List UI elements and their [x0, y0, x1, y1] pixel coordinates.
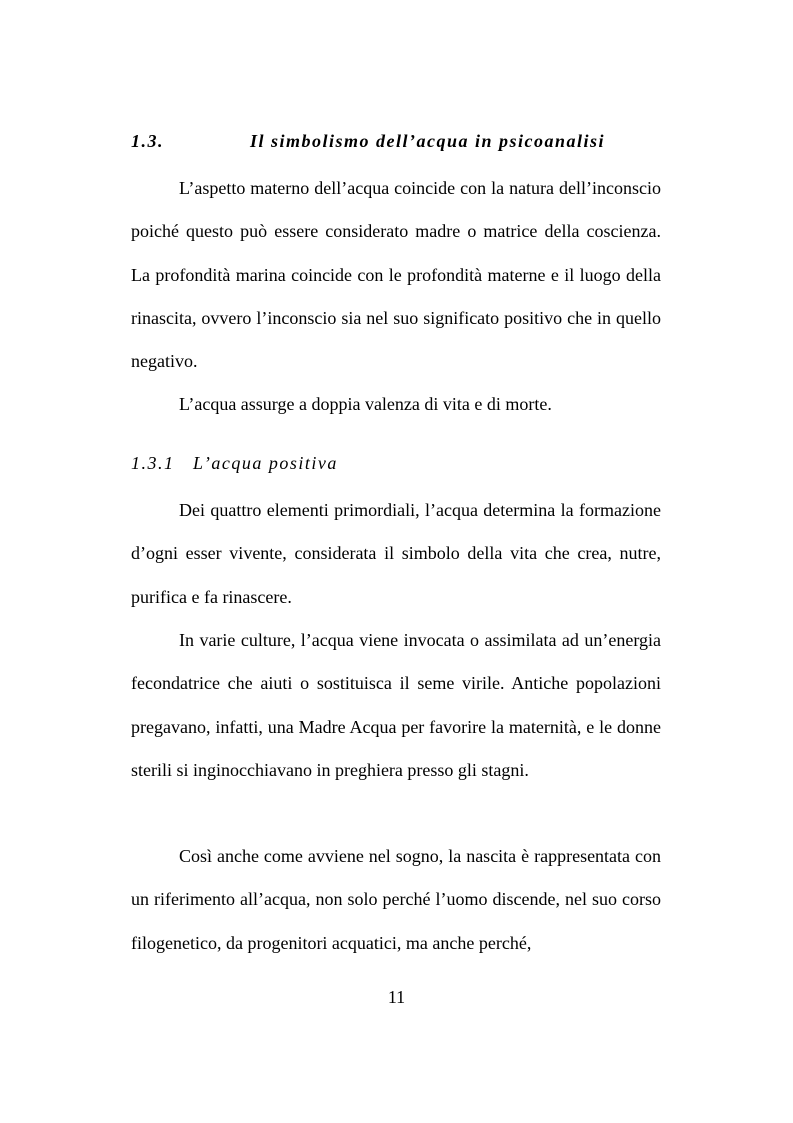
subsection-number: 1.3.1 [131, 453, 175, 473]
paragraph: L’acqua assurge a doppia valenza di vita e di morte. [179, 394, 552, 414]
section-heading [131, 129, 661, 153]
paragraph: L’aspetto materno dell’acqua coincide con la natura dell’inconscio poiché questo può essere considerato madre o matrice della coscienza. La profondità marina coincide con le profondità materne e il luogo della rinascita, ovvero l’inconscio sia nel suo significato positivo che in quello negativo. [131, 178, 661, 372]
paragraph: Dei quattro elementi primordiali, l’acqua determina la formazione d’ogni esser vivente, considerata il simbolo della vita che crea, nutre, purifica e fa rinascere. [131, 500, 661, 607]
subsection-title: L’acqua positiva [193, 453, 338, 473]
paragraph: In varie culture, l’acqua viene invocata o assimilata ad un’energia fecondatrice che aiuti o sostituisca il seme virile. Antiche popolazioni pregavano, infatti, una Madre Acqua per favorire la maternità, e le donne sterili si inginocchiavano in preghiera presso gli stagni. [131, 630, 661, 780]
subsection-heading [131, 451, 338, 475]
paragraph: Così anche come avviene nel sogno, la nascita è rappresentata con un riferimento all’acqua, non solo perché l’uomo discende, nel suo corso filogenetico, da progenitori acquatici, ma anche perché, [131, 846, 661, 953]
section-title: Il simbolismo dell’acqua in psicoanalisi [250, 131, 606, 151]
page-number: 11 [387, 987, 406, 1007]
section-number: 1.3. [131, 131, 164, 151]
